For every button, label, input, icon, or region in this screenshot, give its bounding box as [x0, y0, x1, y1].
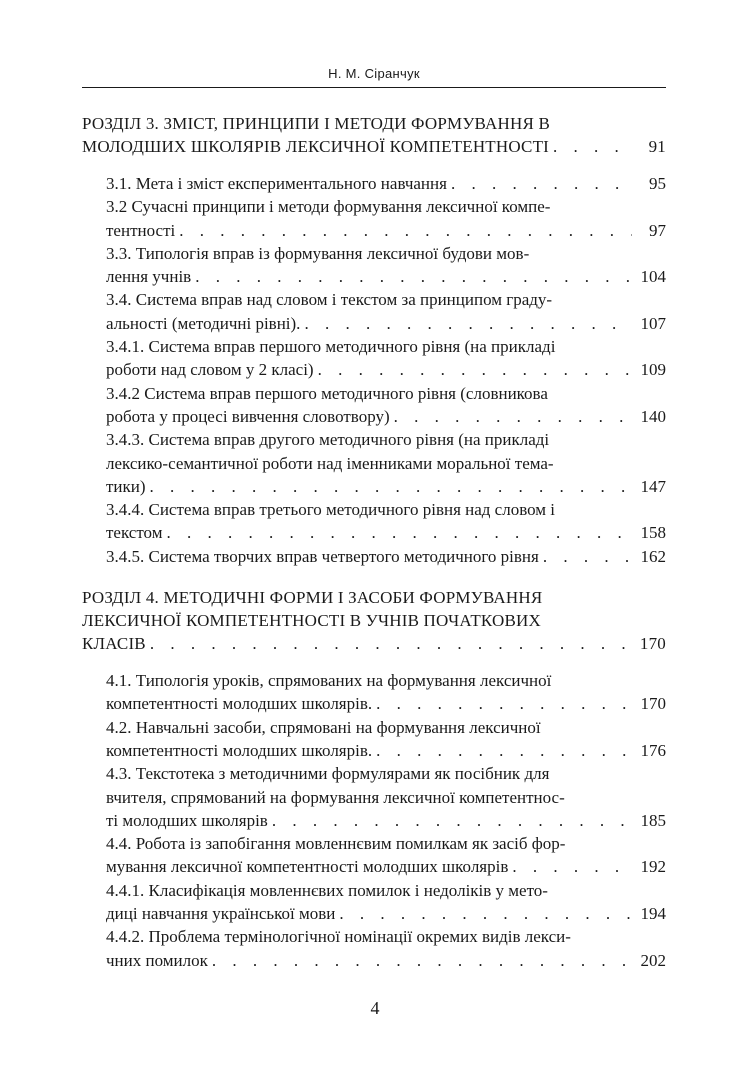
toc-entry-last-line [106, 358, 666, 381]
toc-entry[interactable] [82, 925, 666, 972]
toc-entry-line: 4.4.1. Класифікація мовленнєвих помилок і недоліків у мето- [106, 880, 548, 900]
toc-entry-line: 3.4.4. Система вправ третього методичного рівня над словом і [106, 500, 556, 520]
dot-leader [146, 475, 632, 498]
toc-entry[interactable] [82, 498, 666, 545]
dot-leader [314, 358, 632, 381]
header-rule [82, 87, 666, 88]
toc-entry-page-number: 107 [640, 313, 666, 333]
toc-entry-last-line [106, 809, 666, 832]
section-heading-title-text: КЛАСІВ [82, 634, 146, 654]
toc-section [82, 586, 666, 972]
toc-entry[interactable] [82, 879, 666, 926]
toc-entry-last-line [106, 902, 666, 925]
toc-entry-line: 4.3. Текстотека з методичними формулярами як посібник для [106, 764, 550, 784]
toc-entry-page-number: 95 [649, 174, 666, 193]
toc-entry[interactable] [82, 832, 666, 879]
toc-entry-page-number: 97 [649, 220, 666, 240]
section-heading[interactable] [82, 112, 666, 158]
toc-entry-last-line [106, 405, 666, 428]
toc-entry[interactable] [82, 545, 666, 568]
toc-entries [82, 172, 666, 568]
toc-entry[interactable] [82, 762, 666, 832]
toc-entry[interactable] [82, 172, 666, 195]
toc-entry-line: 3.4.2 Система вправ першого методичного рівня (словникова [106, 383, 548, 403]
toc-entry-last-line [106, 312, 666, 335]
toc-entry-last-line [106, 545, 666, 568]
toc-entry-line: 4.4.2. Проблема термінологічної номінації окремих видів лекси- [106, 927, 571, 947]
toc-entry-line: 4.1. Типологія уроків, спрямованих на формування лексичної [106, 671, 552, 691]
toc-entry-last-line [106, 949, 666, 972]
toc-entry-title-text: 3.4.5. Система творчих вправ четвертого методичного рівня [106, 546, 539, 566]
dot-leader [335, 902, 632, 925]
toc-entry-line: вчителя, спрямований на формування лексичної компетентнос- [106, 787, 565, 807]
toc-entry-page-number: 147 [640, 476, 666, 496]
toc-entry-line: 4.4. Робота із запобігання мовленнєвим помилкам як засіб фор- [106, 834, 566, 854]
toc-entry-page-number: 140 [640, 406, 666, 426]
toc-entry[interactable] [82, 242, 666, 289]
toc-entry-title-text: тентності [106, 220, 176, 240]
toc-entry-title-text: тики) [106, 476, 146, 496]
dot-leader [191, 265, 632, 288]
dot-leader [372, 692, 632, 715]
toc-entry-last-line [106, 475, 666, 498]
toc-entry-title-text: диці навчання української мови [106, 904, 336, 924]
dot-leader [175, 219, 632, 242]
toc-entry-title-text: роботи над словом у 2 класі) [106, 360, 314, 380]
toc-entry-page-number: 162 [640, 546, 666, 566]
table-of-contents [82, 112, 666, 990]
dot-leader [390, 405, 632, 428]
toc-entry-title-text: робота у процесі вивчення словотвору) [106, 406, 390, 426]
toc-entry-page-number: 170 [640, 694, 666, 714]
section-heading-page-number: 170 [639, 634, 666, 654]
section-heading-line: РОЗДІЛ 4. МЕТОДИЧНІ ФОРМИ І ЗАСОБИ ФОРМУВАННЯ [82, 588, 543, 608]
toc-entry-last-line [106, 692, 666, 715]
toc-entry[interactable] [82, 669, 666, 716]
toc-entry[interactable] [82, 195, 666, 242]
toc-entry-page-number: 185 [640, 810, 666, 830]
toc-entry[interactable] [82, 716, 666, 763]
toc-entry-line: 3.4. Система вправ над словом і текстом за принципом граду- [106, 290, 553, 310]
toc-entry-page-number: 158 [640, 523, 666, 543]
toc-entry-title-text: текстом [106, 523, 163, 543]
dot-leader [208, 949, 632, 972]
toc-entry[interactable] [82, 288, 666, 335]
toc-entry-title-text: ті молодших школярів [106, 810, 268, 830]
toc-entry[interactable] [82, 335, 666, 382]
toc-entry-page-number: 192 [640, 857, 666, 877]
section-heading-page-number: 91 [648, 137, 666, 156]
section-heading-last-line [82, 135, 666, 158]
toc-entry-line: 3.2 Сучасні принципи і методи формування лексичної компе- [106, 197, 551, 217]
dot-leader [300, 312, 632, 335]
section-heading-line: ЛЕКСИЧНОЇ КОМПЕТЕНТНОСТІ В УЧНІВ ПОЧАТКОВИХ [82, 611, 541, 631]
toc-entries [82, 669, 666, 972]
section-heading-line: РОЗДІЛ 3. ЗМІСТ, ПРИНЦИПИ І МЕТОДИ ФОРМУВАННЯ В [82, 114, 550, 133]
toc-entry-page-number: 104 [640, 267, 666, 287]
toc-entry[interactable] [82, 428, 666, 498]
dot-leader [539, 545, 632, 568]
dot-leader [372, 739, 632, 762]
toc-entry-line: лексико-семантичної роботи над іменниками моральної тема- [106, 453, 554, 473]
toc-entry-title-text: компетентності молодших школярів. [106, 740, 373, 760]
toc-entry-title-text: компетентності молодших школярів. [106, 694, 373, 714]
toc-entry-last-line [106, 219, 666, 242]
toc-entry-title-text: лення учнів [106, 267, 192, 287]
toc-entry-page-number: 202 [640, 950, 666, 970]
section-heading[interactable] [82, 586, 666, 655]
dot-leader [549, 135, 632, 158]
toc-section [82, 112, 666, 568]
section-heading-title-text: МОЛОДШИХ ШКОЛЯРІВ ЛЕКСИЧНОЇ КОМПЕТЕНТНОСТІ [82, 137, 550, 156]
toc-entry-title-text: чних помилок [106, 950, 208, 970]
dot-leader [508, 855, 632, 878]
toc-entry-line: 3.3. Типологія вправ із формування лексичної будови мов- [106, 243, 530, 263]
toc-entry-last-line [106, 521, 666, 544]
toc-entry-page-number: 109 [640, 360, 666, 380]
section-heading-last-line [82, 632, 666, 655]
toc-entry-line: 4.2. Навчальні засоби, спрямовані на формування лексичної [106, 717, 541, 737]
toc-entry-line: 3.4.1. Система вправ першого методичного рівня (на прикладі [106, 337, 556, 357]
dot-leader [163, 521, 633, 544]
toc-entry-page-number: 176 [640, 740, 666, 760]
toc-entry-last-line [106, 855, 666, 878]
toc-entry-page-number: 194 [640, 904, 666, 924]
dot-leader [268, 809, 632, 832]
toc-entry-last-line [106, 739, 666, 762]
toc-entry-title-text: мування лексичної компетентності молодших школярів [106, 857, 509, 877]
page-number: 4 [370, 998, 380, 1018]
toc-entry-title-text: 3.1. Мета і зміст експериментального навчання [106, 174, 447, 193]
toc-entry[interactable] [82, 382, 666, 429]
dot-leader [447, 172, 632, 195]
running-head-author: Н. М. Сіранчук [328, 66, 420, 81]
toc-entry-last-line [106, 172, 666, 195]
toc-entry-title-text: альності (методичні рівні). [106, 313, 301, 333]
toc-entry-last-line [106, 265, 666, 288]
toc-entry-line: 3.4.3. Система вправ другого методичного рівня (на прикладі [106, 430, 550, 450]
dot-leader [146, 632, 632, 655]
